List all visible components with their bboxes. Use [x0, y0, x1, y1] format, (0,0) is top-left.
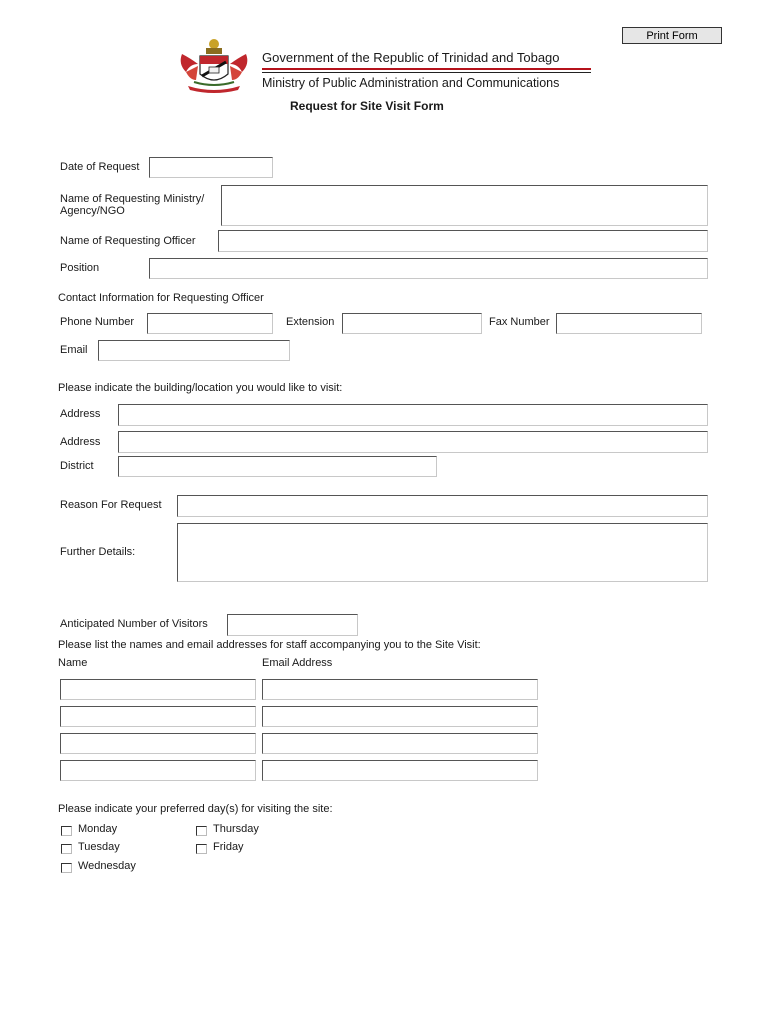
fax-number-field[interactable] [556, 313, 702, 334]
staff-name-field-4[interactable] [60, 760, 256, 781]
header-black-rule [262, 72, 591, 73]
staff-email-field-3[interactable] [262, 733, 538, 754]
email-field[interactable] [98, 340, 290, 361]
staff-name-field-3[interactable] [60, 733, 256, 754]
fax-number-label: Fax Number [489, 316, 550, 328]
header-red-rule [262, 68, 591, 70]
reason-for-request-field[interactable] [177, 495, 708, 517]
reason-for-request-label: Reason For Request [60, 499, 162, 511]
position-label: Position [60, 262, 100, 274]
monday-checkbox[interactable] [61, 826, 72, 836]
location-heading: Please indicate the building/location you would like to visit: [58, 382, 343, 394]
contact-info-heading: Contact Information for Requesting Officer [58, 292, 264, 304]
staff-name-field-2[interactable] [60, 706, 256, 727]
tuesday-label: Tuesday [78, 841, 120, 853]
further-details-label: Further Details: [60, 546, 136, 558]
wednesday-checkbox[interactable] [61, 863, 72, 873]
phone-number-field[interactable] [147, 313, 273, 334]
address-2-label: Address [60, 436, 101, 448]
district-label: District [60, 460, 94, 472]
staff-email-column-header: Email Address [262, 657, 333, 669]
staff-email-field-4[interactable] [262, 760, 538, 781]
monday-label: Monday [78, 823, 118, 835]
further-details-field[interactable] [177, 523, 708, 582]
requesting-officer-label: Name of Requesting Officer [60, 235, 196, 247]
coat-of-arms-icon [176, 34, 252, 94]
date-of-request-field[interactable] [149, 157, 273, 178]
friday-label: Friday [213, 841, 244, 853]
ministry-heading: Ministry of Public Administration and Communications [262, 76, 560, 90]
staff-list-heading: Please list the names and email addresses for staff accompanying you to the Site Visit: [58, 639, 481, 651]
requesting-officer-field[interactable] [218, 230, 708, 252]
thursday-label: Thursday [213, 823, 259, 835]
staff-name-field-1[interactable] [60, 679, 256, 700]
government-heading: Government of the Republic of Trinidad and Tobago [262, 50, 560, 65]
print-form-button[interactable]: Print Form [622, 27, 722, 44]
requesting-ministry-label-line1: Name of Requesting Ministry/ [60, 193, 205, 205]
address-1-label: Address [60, 408, 101, 420]
staff-email-field-2[interactable] [262, 706, 538, 727]
address-2-field[interactable] [118, 431, 708, 453]
staff-name-column-header: Name [58, 657, 88, 669]
phone-number-label: Phone Number [60, 316, 134, 328]
friday-checkbox[interactable] [196, 844, 207, 854]
district-field[interactable] [118, 456, 437, 477]
address-1-field[interactable] [118, 404, 708, 426]
anticipated-visitors-label: Anticipated Number of Visitors [60, 618, 208, 630]
form-title: Request for Site Visit Form [290, 99, 444, 113]
anticipated-visitors-field[interactable] [227, 614, 358, 636]
position-field[interactable] [149, 258, 708, 279]
requesting-ministry-label-line2: Agency/NGO [60, 205, 125, 217]
email-label: Email [60, 344, 88, 356]
wednesday-label: Wednesday [78, 860, 136, 872]
extension-field[interactable] [342, 313, 482, 334]
tuesday-checkbox[interactable] [61, 844, 72, 854]
preferred-days-heading: Please indicate your preferred day(s) for visiting the site: [58, 803, 333, 815]
extension-label: Extension [286, 316, 335, 328]
thursday-checkbox[interactable] [196, 826, 207, 836]
requesting-ministry-field[interactable] [221, 185, 708, 226]
staff-email-field-1[interactable] [262, 679, 538, 700]
date-of-request-label: Date of Request [60, 161, 140, 173]
